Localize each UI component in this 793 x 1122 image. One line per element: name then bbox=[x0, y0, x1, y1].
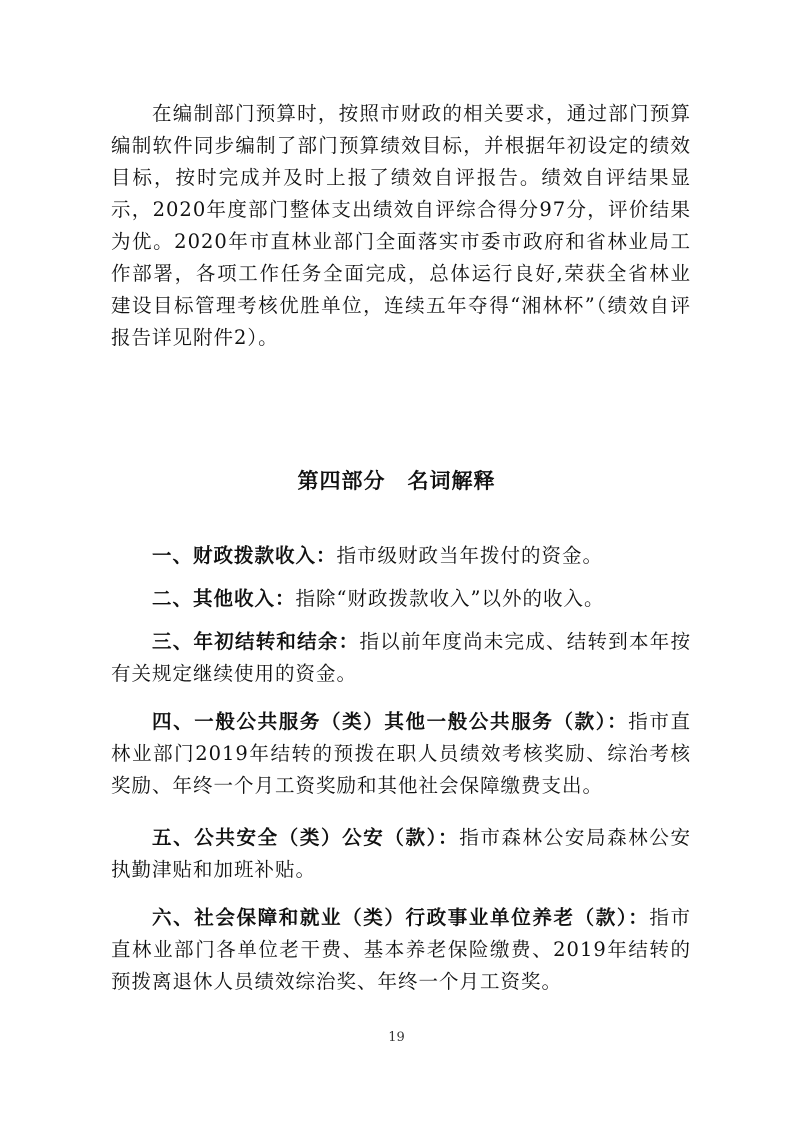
term-label: 二、其他收入： bbox=[152, 587, 296, 610]
term-item bbox=[111, 626, 691, 690]
intro-paragraph: 在编制部门预算时，按照市财政的相关要求，通过部门预算编制软件同步编制了部门预算绩效目标，并根据年初设定的绩效目标，按时完成并及时上报了绩效自评报告。绩效自评结果显示，2020年度部门整体支出绩效自评综合得分97分，评价结果为优。2020年市直林业部门全面落实市委市政府和省林业局工作部署，各项工作任务全面完成，总体运行良好,荣获全省林业建设目标管理考核优胜单位，连续五年夺得“湘林杯”（绩效自评报告详见附件2）。 bbox=[111, 102, 691, 349]
term-description: 指市直林业部门各单位老干费、基本养老保险缴费、2019年结转的预拨离退休人员绩效综治奖、年终一个月工资奖。 bbox=[111, 906, 691, 993]
term-label: 三、年初结转和结余： bbox=[152, 630, 360, 653]
term-label: 一、财政拨款收入： bbox=[152, 544, 337, 567]
section-title: 名词解释 bbox=[407, 469, 496, 493]
section-heading bbox=[0, 465, 793, 495]
term-label: 五、公共安全（类）公安（款）： bbox=[152, 826, 460, 849]
term-label: 四、一般公共服务（类）其他一般公共服务（款）： bbox=[152, 710, 629, 733]
term-description: 指以前年度尚未完成、结转到本年按有关规定继续使用的资金。 bbox=[111, 630, 691, 685]
term-item bbox=[111, 902, 691, 998]
term-description: 指市森林公安局森林公安执勤津贴和加班补贴。 bbox=[111, 826, 691, 881]
term-description: 指市级财政当年拨付的资金。 bbox=[336, 544, 604, 567]
term-description: 指除“财政拨款收入”以外的收入。 bbox=[295, 587, 605, 610]
term-item bbox=[111, 822, 691, 886]
term-item bbox=[111, 583, 691, 615]
term-label: 六、社会保障和就业（类）行政事业单位养老（款）： bbox=[152, 906, 650, 929]
term-item bbox=[111, 706, 691, 802]
page-number: 19 bbox=[388, 1030, 405, 1045]
term-item bbox=[111, 540, 691, 572]
section-part: 第四部分 bbox=[297, 469, 386, 493]
term-description: 指市直林业部门2019年结转的预拨在职人员绩效考核奖励、综治考核奖励、年终一个月工资奖励和其他社会保障缴费支出。 bbox=[111, 710, 691, 797]
